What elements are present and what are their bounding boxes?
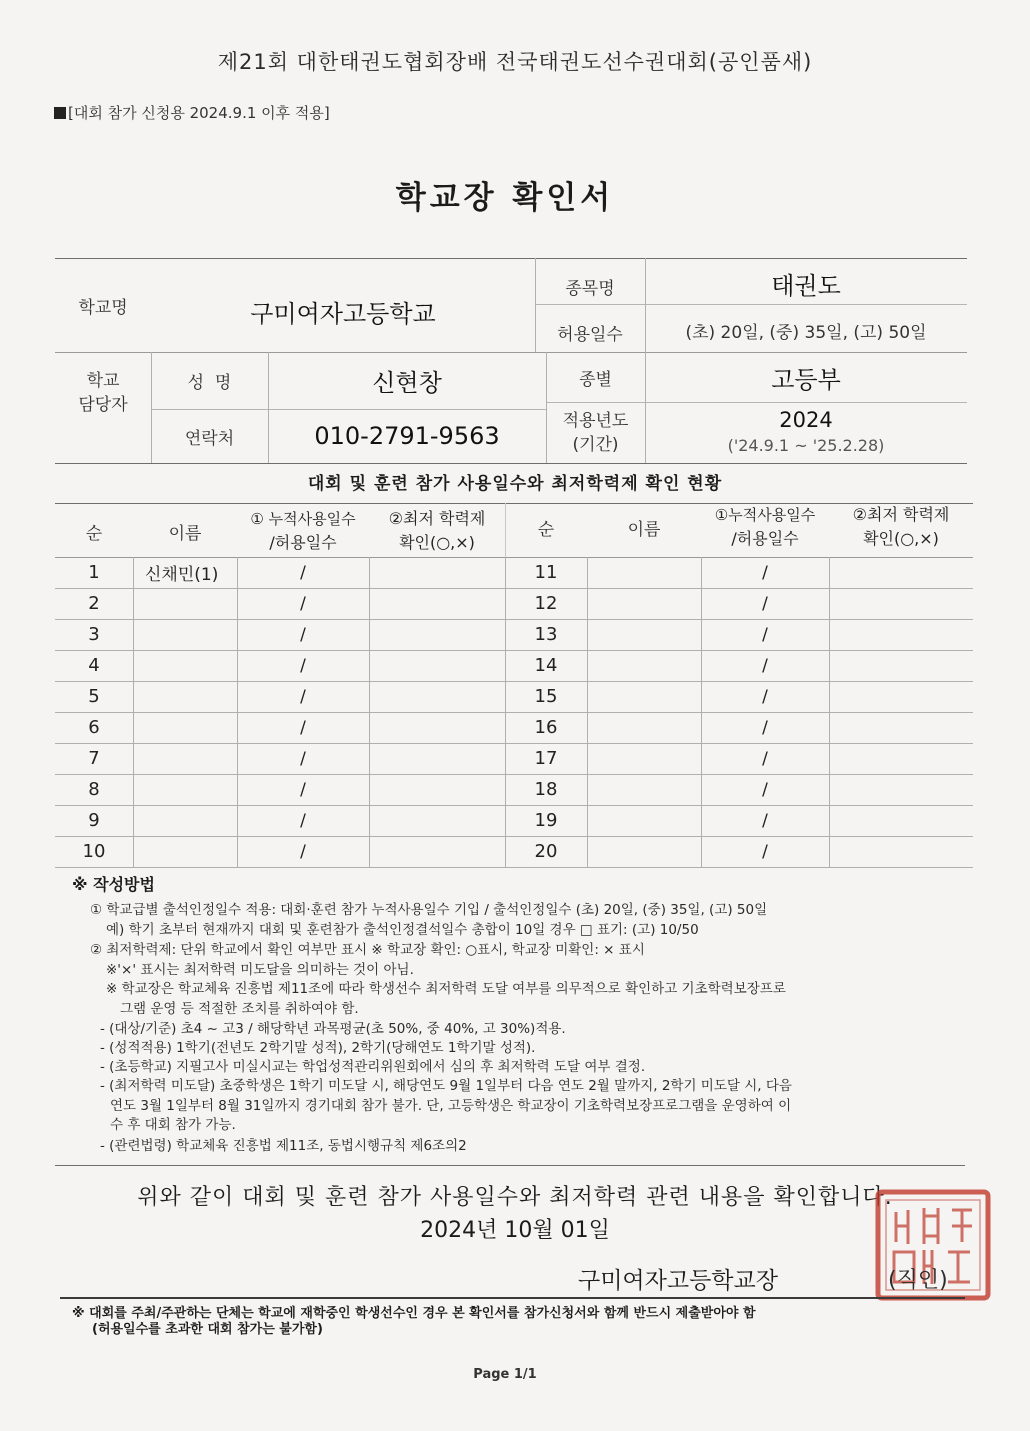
row-number: 12 (534, 593, 558, 614)
row-days: / (762, 810, 768, 831)
col-days-right-line1: ①누적사용일수 (714, 506, 816, 524)
manager-name-value: 신현창 (372, 369, 442, 397)
row-number: 15 (534, 686, 558, 707)
method-line: ② 최저학력제: 단위 학교에서 확인 여부만 표시 ※ 학교장 확인: ○표시, 학교장 미확인: × 표시 (90, 942, 645, 958)
school-name-label: 학교명 (78, 297, 128, 318)
division-value: 고등부 (771, 365, 841, 394)
row-name (587, 557, 701, 588)
year-label-line1: 적용년도 (562, 410, 629, 431)
row-days: / (300, 686, 306, 707)
row-name: 신채민(1) (145, 565, 219, 585)
row-number: 1 (88, 562, 100, 583)
col-seq-left: 순 (85, 523, 103, 544)
col-min-left (369, 505, 505, 557)
school-info-table (55, 258, 967, 463)
row-name (587, 588, 701, 619)
row-number: 6 (88, 717, 100, 738)
participation-grid (55, 503, 973, 863)
method-line: 수 후 대회 참가 가능. (110, 1117, 236, 1133)
row-days: / (300, 779, 306, 800)
col-seq-right: 순 (537, 519, 555, 540)
row-name (133, 712, 237, 743)
row-name (587, 836, 701, 867)
col-min-right-line2: 확인(○,×) (863, 529, 939, 548)
row-name (133, 681, 237, 712)
year-label-line2: (기간) (572, 434, 619, 455)
row-name (587, 619, 701, 650)
apply-note (54, 102, 330, 123)
row-name (133, 588, 237, 619)
allowed-days-value: (초) 20일, (중) 35일, (고) 50일 (685, 322, 927, 343)
manager-label-line2: 담당자 (78, 395, 128, 415)
manager-label (55, 368, 151, 418)
page-number: Page 1/1 (473, 1367, 537, 1382)
school-name-value: 구미여자고등학교 (250, 299, 436, 328)
method-line: - (초등학교) 지필고사 미실시교는 학업성적관리위원회에서 심의 후 최저학력 도달 여부 결정. (100, 1059, 646, 1075)
row-name (133, 619, 237, 650)
row-number: 11 (534, 562, 558, 583)
page-title: 학교장 확인서 (395, 180, 615, 216)
row-days: / (300, 593, 306, 614)
row-name (587, 805, 701, 836)
manager-label-line1: 학교 (86, 371, 120, 391)
col-min-right (829, 501, 973, 553)
row-days: / (762, 593, 768, 614)
col-days-left-line2: /허용일수 (269, 533, 337, 552)
grid-row-rule (55, 867, 973, 868)
allowed-days-label: 허용일수 (557, 324, 623, 345)
row-days: / (300, 810, 306, 831)
method-line: 예) 학기 초부터 현재까지 대회 및 훈련참가 출석인정결석일수 총합이 10일 경우 □ 표기: (고) 10/50 (106, 922, 699, 938)
row-days: / (300, 717, 306, 738)
row-number: 7 (88, 748, 100, 769)
row-name (133, 650, 237, 681)
confirm-statement: 위와 같이 대회 및 훈련 참가 사용일수와 최저학력 관련 내용을 확인합니다. (137, 1185, 893, 1210)
row-number: 20 (534, 841, 558, 862)
year-value: 2024 (779, 407, 833, 432)
row-number: 4 (88, 655, 100, 676)
row-number: 13 (534, 624, 558, 645)
row-days: / (762, 686, 768, 707)
row-name (587, 681, 701, 712)
row-days: / (762, 779, 768, 800)
method-line: ※'×' 표시는 최저학력 미도달을 의미하는 것이 아님. (106, 962, 414, 978)
method-line: - (대상/기준) 초4 ~ 고3 / 해당학년 과목평균(초 50%, 중 40%, 고 30%)적용. (100, 1021, 566, 1037)
grid-col-rule (369, 557, 370, 867)
row-name (587, 774, 701, 805)
col-days-left (237, 505, 369, 557)
row-number: 17 (534, 748, 558, 769)
footer-note: ※ 대회를 주최/주관하는 단체는 학교에 재학중인 학생선수인 경우 본 확인서를 참가신청서와 함께 반드시 제출받아야 함 (72, 1306, 756, 1321)
row-name (133, 836, 237, 867)
year-value-cell (645, 402, 967, 463)
row-days: / (762, 655, 768, 676)
col-days-left-line1: ① 누적사용일수 (250, 510, 356, 528)
row-name (587, 650, 701, 681)
row-days: / (762, 624, 768, 645)
divider (55, 1165, 965, 1166)
year-period: ('24.9.1 ~ '25.2.28) (727, 435, 885, 455)
square-bullet-icon (54, 107, 66, 119)
col-days-right (701, 501, 829, 553)
row-days: / (300, 655, 306, 676)
row-number: 5 (88, 686, 100, 707)
grid-col-rule (505, 503, 506, 557)
grid-top-rule (55, 503, 973, 504)
principal-name: 구미여자고등학교장 (578, 1268, 778, 1294)
row-number: 9 (88, 810, 100, 831)
row-name (133, 774, 237, 805)
issue-date: 2024년 10월 01일 (420, 1218, 610, 1243)
row-number: 3 (88, 624, 100, 645)
method-line: 연도 3월 1일부터 8월 31일까지 경기대회 참가 불가. 단, 고등학생은 학교장이 기초학력보장프로그램을 운영하여 이 (110, 1098, 792, 1114)
row-name (133, 743, 237, 774)
row-days: / (300, 841, 306, 862)
method-line: - (성적적용) 1학기(전년도 2학기말 성적), 2학기(당해연도 1학기말 성적). (100, 1040, 536, 1056)
method-line: - (최저학력 미도달) 초중학생은 1학기 미도달 시, 해당연도 9월 1일부터 다음 연도 2월 말까지, 2학기 미도달 시, 다음 (100, 1078, 792, 1094)
apply-note-text: [대회 참가 신청용 2024.9.1 이후 적용] (68, 104, 330, 122)
row-days: / (762, 748, 768, 769)
contact-label: 연락처 (184, 428, 235, 449)
method-line: ※ 학교장은 학교체육 진흥법 제11조에 따라 학생선수 최저학력 도달 여부를 의무적으로 확인하고 기초학력보장프로 (106, 981, 786, 997)
col-min-left-line2: 확인(○,×) (399, 533, 475, 552)
contact-value: 010-2791-9563 (314, 422, 500, 450)
row-number: 14 (534, 655, 558, 676)
event-title: 제21회 대한태권도협회장배 전국태권도선수권대회(공인품새) (217, 50, 813, 74)
sport-value: 태권도 (771, 271, 841, 300)
row-days: / (300, 624, 306, 645)
col-name-left: 이름 (168, 523, 202, 544)
row-number: 18 (534, 779, 558, 800)
col-min-left-line1: ②최저 학력제 (388, 509, 486, 528)
seal-label: (직인) (888, 1268, 948, 1293)
status-title: 대회 및 훈련 참가 사용일수와 최저학력제 확인 현황 (307, 474, 723, 494)
row-number: 19 (534, 810, 558, 831)
row-days: / (300, 748, 306, 769)
row-days: / (300, 562, 306, 583)
method-line: 그램 운영 등 적절한 조치를 취하여야 함. (120, 1001, 359, 1017)
row-name (587, 712, 701, 743)
method-line: ① 학교급별 출석인정일수 적용: 대회·훈련 참가 누적사용일수 기입 / 출석인정일수 (초) 20일, (중) 35일, (고) 50일 (90, 902, 768, 918)
row-number: 8 (88, 779, 100, 800)
footer-note-sub: (허용일수를 초과한 대회 참가는 불가함) (92, 1322, 323, 1337)
grid-col-rule (829, 557, 830, 867)
row-name (133, 805, 237, 836)
method-line: - (관련법령) 학교체육 진흥법 제11조, 동법시행규칙 제6조의2 (100, 1138, 467, 1154)
row-number: 10 (82, 841, 106, 862)
method-heading: ※ 작성방법 (72, 875, 155, 894)
col-min-right-line1: ②최저 학력제 (852, 505, 950, 524)
sport-label: 종목명 (565, 278, 615, 299)
division-label: 종별 (579, 369, 612, 390)
row-number: 16 (534, 717, 558, 738)
footer-divider (60, 1297, 965, 1299)
row-days: / (762, 717, 768, 738)
col-name-right: 이름 (627, 519, 661, 540)
manager-name-label: 성 명 (187, 373, 232, 393)
row-days: / (762, 562, 768, 583)
row-name (587, 743, 701, 774)
row-days: / (762, 841, 768, 862)
row-number: 2 (88, 593, 100, 614)
col-days-right-line2: /허용일수 (731, 529, 799, 548)
year-label (546, 402, 645, 463)
